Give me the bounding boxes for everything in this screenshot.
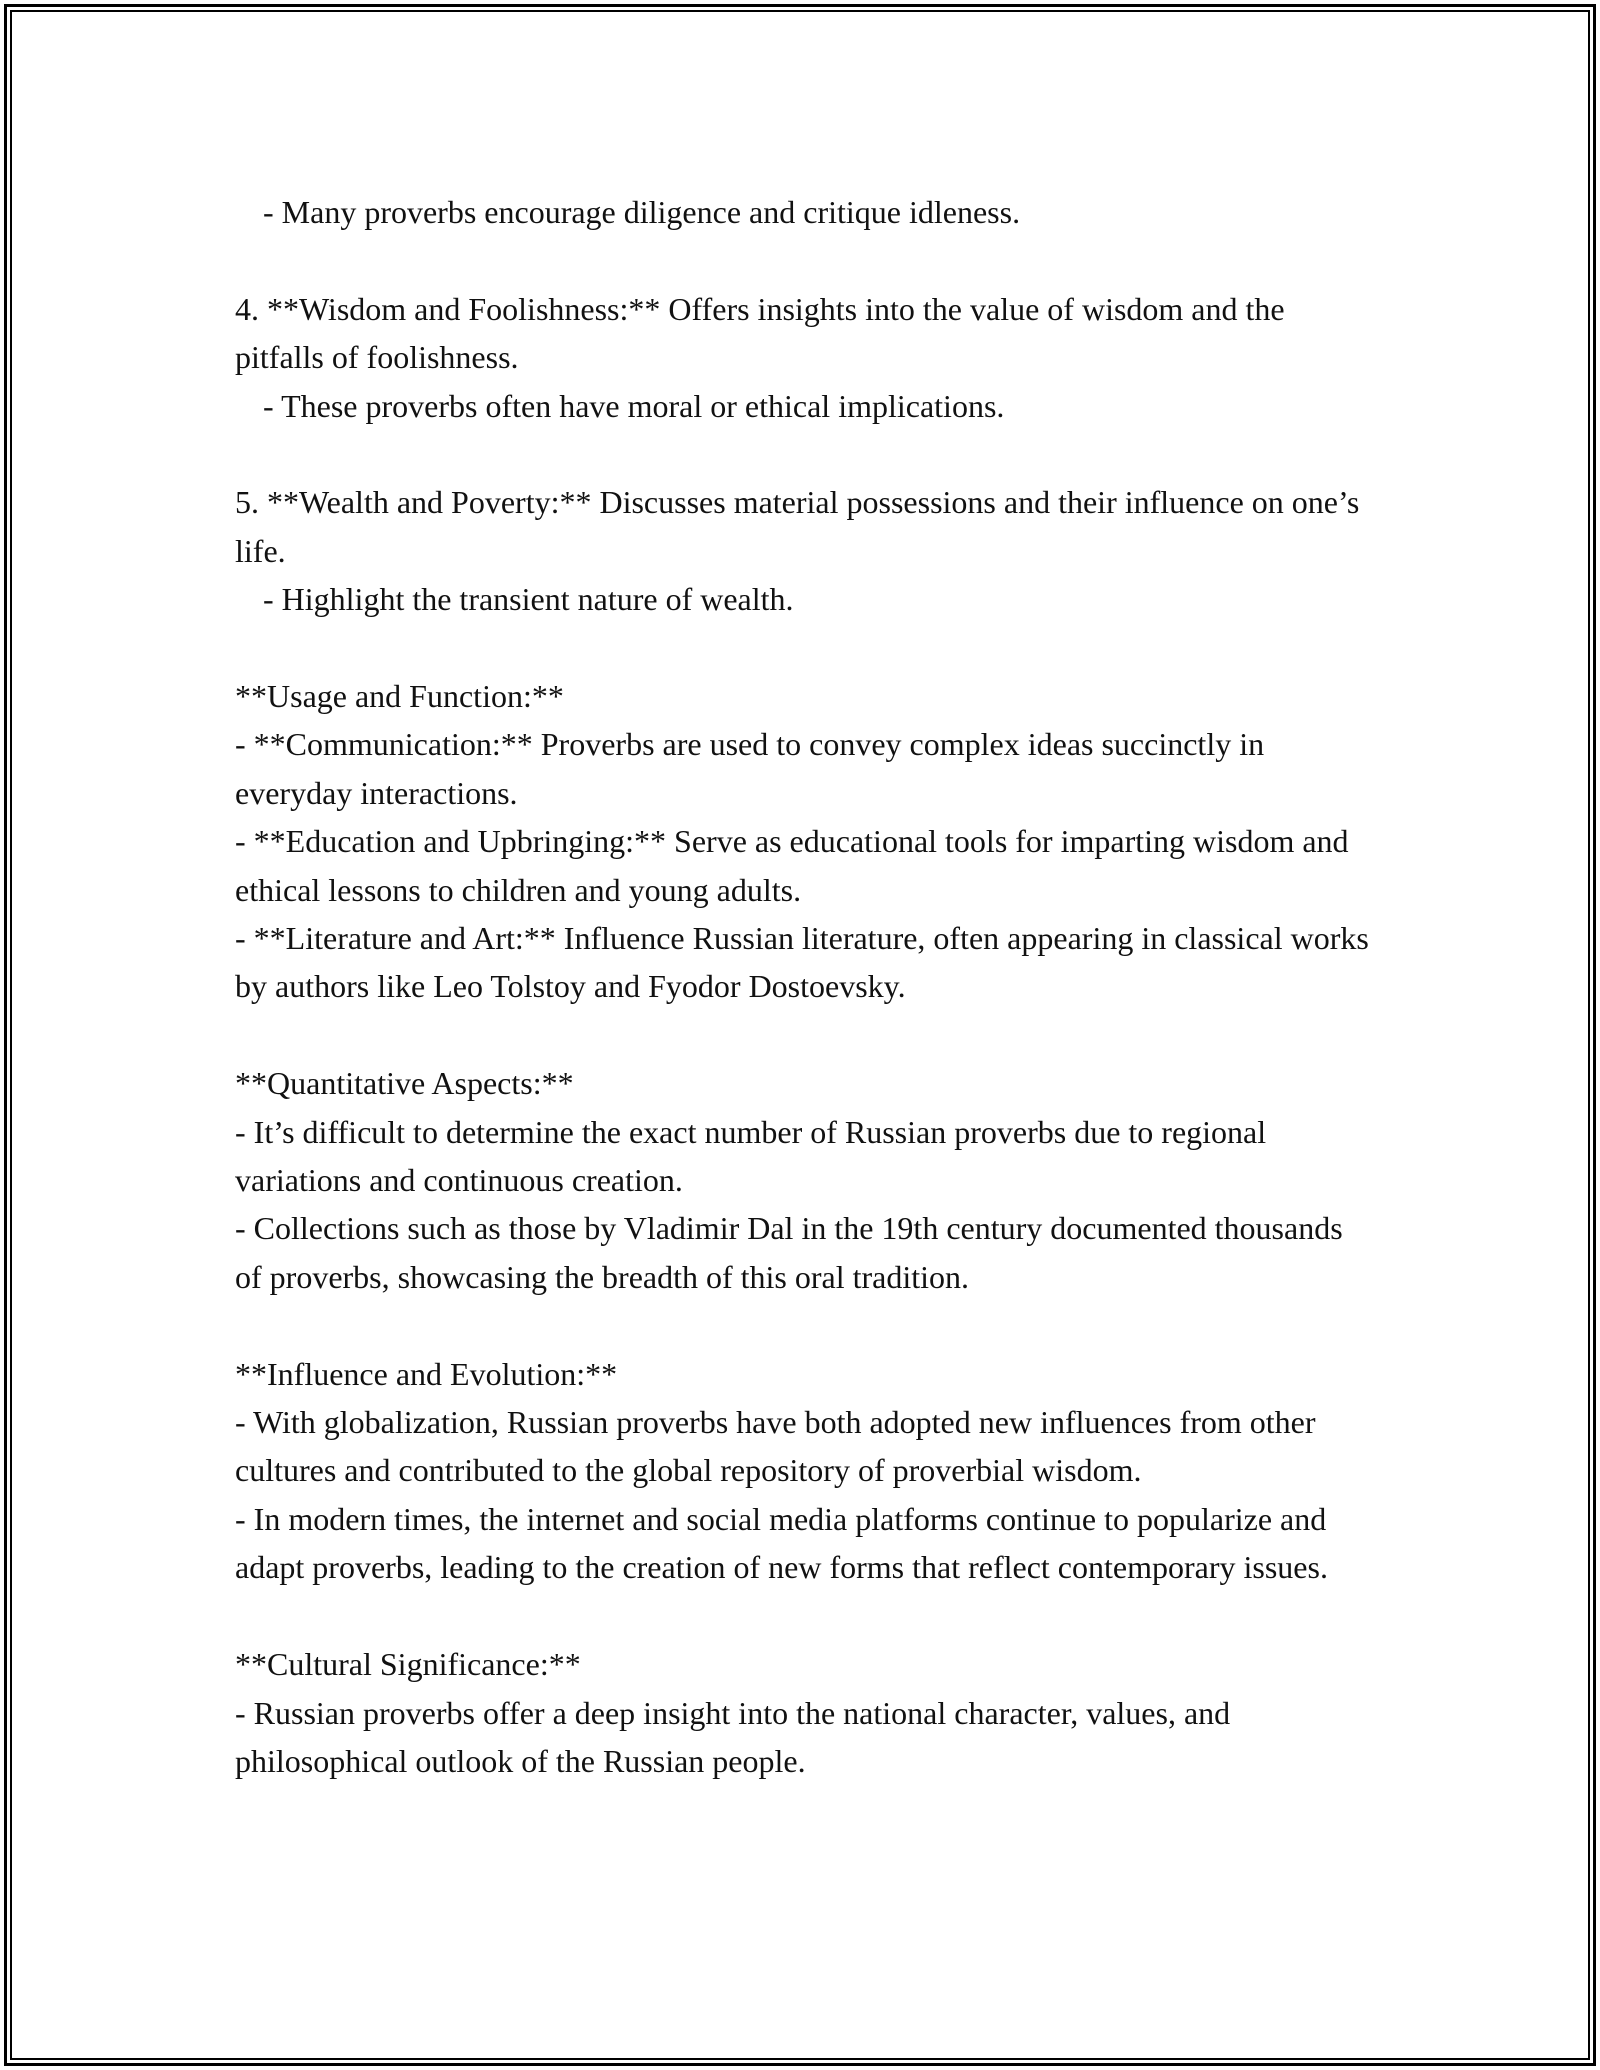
- paragraph-gap: [235, 1301, 1375, 1349]
- bullet-item: - Highlight the transient nature of wealth.: [263, 581, 794, 618]
- bullet-item: - **Literature and Art:** Influence Russian literature, often appearing in classical works by authors like Leo Tolstoy and Fyodor Dostoevsky.: [235, 920, 1369, 1005]
- section-heading: **Cultural Significance:**: [235, 1646, 581, 1683]
- bullet-item: - Collections such as those by Vladimir Dal in the 19th century documented thousands of proverbs, showcasing the breadth of this oral tradition.: [235, 1210, 1343, 1295]
- numbered-item: 5. **Wealth and Poverty:** Discusses material possessions and their influence on one’s life.: [235, 484, 1360, 569]
- bullet-item: - It’s difficult to determine the exact number of Russian proverbs due to regional variations and continuous creation.: [235, 1113, 1267, 1199]
- section-heading: **Influence and Evolution:**: [235, 1355, 618, 1392]
- bullet-item: - Russian proverbs offer a deep insight into the national character, values, and philosophical outlook of the Russian people.: [235, 1694, 1231, 1779]
- bullet-item: - These proverbs often have moral or ethical implications.: [263, 387, 1005, 424]
- bullet-item: - **Education and Upbringing:** Serve as educational tools for imparting wisdom and ethical lessons to children and young adults.: [235, 823, 1349, 908]
- bullet-item: - With globalization, Russian proverbs have both adopted new influences from other cultures and contributed to the global repository of proverbial wisdom.: [235, 1404, 1316, 1489]
- bullet-item: - Many proverbs encourage diligence and critique idleness.: [263, 194, 1021, 230]
- paragraph-gap: [235, 1011, 1375, 1059]
- paragraph-gap: [235, 1592, 1375, 1640]
- section-heading: **Quantitative Aspects:**: [235, 1065, 574, 1102]
- bullet-item: - **Communication:** Proverbs are used to convey complex ideas succinctly in everyday interactions.: [235, 726, 1265, 811]
- section-heading: **Usage and Function:**: [235, 678, 564, 715]
- paragraph-gap: [235, 236, 1375, 284]
- numbered-item: 4. **Wisdom and Foolishness:** Offers insights into the value of wisdom and the pitfalls of foolishness.: [235, 290, 1285, 376]
- bullet-item: - In modern times, the internet and social media platforms continue to popularize and adapt proverbs, leading to the creation of new forms that reflect contemporary issues.: [235, 1500, 1328, 1586]
- paragraph-gap: [235, 430, 1375, 478]
- document-body: [235, 188, 1375, 1785]
- paragraph-gap: [235, 624, 1375, 672]
